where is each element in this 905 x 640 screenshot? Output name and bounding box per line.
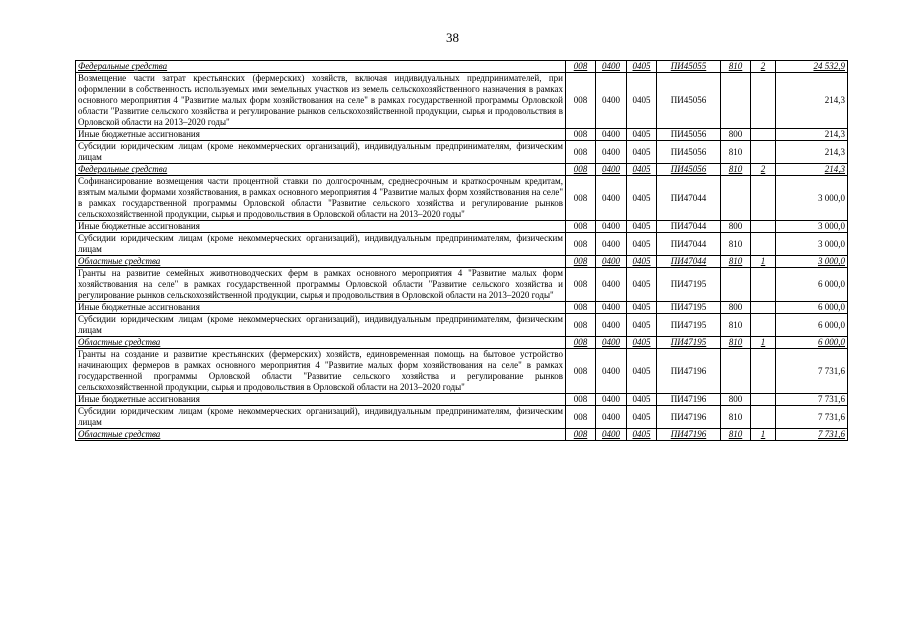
- row-description: Субсидии юридическим лицам (кроме некоммерческих организаций), индивидуальным предпринимателям, физическим лицам: [76, 314, 566, 337]
- funding-source-code: 1: [751, 337, 776, 349]
- table-row: [76, 176, 848, 221]
- target-article-code: ПИ47196: [657, 429, 721, 441]
- expense-type-code: 810: [721, 61, 751, 73]
- section-code: 0400: [596, 141, 627, 164]
- funding-source-code: [751, 221, 776, 233]
- section-code: 0400: [596, 349, 627, 394]
- section-code: 0400: [596, 394, 627, 406]
- amount: 3 000,0: [776, 233, 848, 256]
- target-article-code: ПИ47044: [657, 256, 721, 268]
- table-row: [76, 61, 848, 73]
- target-article-code: ПИ47196: [657, 406, 721, 429]
- subsection-code: 0405: [627, 314, 657, 337]
- ministry-code: 008: [566, 429, 596, 441]
- row-description: Гранты на развитие семейных животноводческих ферм в рамках основного мероприятия 4 "Развитие малых форм хозяйствования на селе" в рамках государственной программы Орловской области "Развитие сельского хозяйства и регулирование рынков сельскохозяйственной продукции, сырья и продовольствия в Орловской области на 2013–2020 годы": [76, 268, 566, 302]
- section-code: 0400: [596, 221, 627, 233]
- table-row: [76, 233, 848, 256]
- expense-type-code: [721, 73, 751, 129]
- ministry-code: 008: [566, 394, 596, 406]
- amount: 214,3: [776, 129, 848, 141]
- table-row: [76, 314, 848, 337]
- amount: 7 731,6: [776, 406, 848, 429]
- target-article-code: ПИ47044: [657, 233, 721, 256]
- row-description: Иные бюджетные ассигнования: [76, 394, 566, 406]
- subsection-code: 0405: [627, 394, 657, 406]
- table-row: [76, 337, 848, 349]
- amount: 214,3: [776, 73, 848, 129]
- funding-source-code: [751, 406, 776, 429]
- row-description: Федеральные средства: [76, 61, 566, 73]
- table-row: [76, 349, 848, 394]
- amount: 7 731,6: [776, 429, 848, 441]
- expense-type-code: 810: [721, 406, 751, 429]
- ministry-code: 008: [566, 314, 596, 337]
- amount: 214,3: [776, 164, 848, 176]
- subsection-code: 0405: [627, 256, 657, 268]
- table-row: [76, 406, 848, 429]
- target-article-code: ПИ45055: [657, 61, 721, 73]
- target-article-code: ПИ47195: [657, 314, 721, 337]
- amount: 214,3: [776, 141, 848, 164]
- subsection-code: 0405: [627, 176, 657, 221]
- ministry-code: 008: [566, 129, 596, 141]
- table-row: [76, 429, 848, 441]
- subsection-code: 0405: [627, 61, 657, 73]
- ministry-code: 008: [566, 61, 596, 73]
- expense-type-code: 810: [721, 141, 751, 164]
- amount: 6 000,0: [776, 302, 848, 314]
- ministry-code: 008: [566, 164, 596, 176]
- page-number: 38: [446, 30, 459, 45]
- table-row: [76, 129, 848, 141]
- row-description: Областные средства: [76, 256, 566, 268]
- funding-source-code: 1: [751, 256, 776, 268]
- subsection-code: 0405: [627, 129, 657, 141]
- subsection-code: 0405: [627, 406, 657, 429]
- section-code: 0400: [596, 429, 627, 441]
- funding-source-code: 2: [751, 61, 776, 73]
- section-code: 0400: [596, 314, 627, 337]
- ministry-code: 008: [566, 337, 596, 349]
- table-row: [76, 268, 848, 302]
- row-description: Областные средства: [76, 337, 566, 349]
- ministry-code: 008: [566, 302, 596, 314]
- subsection-code: 0405: [627, 141, 657, 164]
- row-description: Иные бюджетные ассигнования: [76, 221, 566, 233]
- amount: 7 731,6: [776, 394, 848, 406]
- ministry-code: 008: [566, 141, 596, 164]
- target-article-code: ПИ45056: [657, 73, 721, 129]
- expense-type-code: 800: [721, 221, 751, 233]
- target-article-code: ПИ47195: [657, 268, 721, 302]
- row-description: Субсидии юридическим лицам (кроме некоммерческих организаций), индивидуальным предпринимателям, физическим лицам: [76, 141, 566, 164]
- amount: 3 000,0: [776, 221, 848, 233]
- funding-source-code: [751, 129, 776, 141]
- ministry-code: 008: [566, 268, 596, 302]
- row-description: Софинансирование возмещения части процентной ставки по долгосрочным, среднесрочным и краткосрочным кредитам, взятым малыми формами хозяйствования, в рамках основного мероприятия 4 "Развитие малых форм хозяйствования на селе" в рамках государственной программы Орловской области "Развитие сельского хозяйства и регулирование рынков сельскохозяйственной продукции, сырья и продовольствия в Орловской области на 2013–2020 годы": [76, 176, 566, 221]
- section-code: 0400: [596, 73, 627, 129]
- expense-type-code: 800: [721, 129, 751, 141]
- expense-type-code: [721, 349, 751, 394]
- funding-source-code: [751, 314, 776, 337]
- target-article-code: ПИ45056: [657, 129, 721, 141]
- section-code: 0400: [596, 256, 627, 268]
- target-article-code: ПИ47196: [657, 349, 721, 394]
- section-code: 0400: [596, 268, 627, 302]
- subsection-code: 0405: [627, 221, 657, 233]
- ministry-code: 008: [566, 406, 596, 429]
- expense-type-code: 800: [721, 394, 751, 406]
- row-description: Областные средства: [76, 429, 566, 441]
- funding-source-code: [751, 349, 776, 394]
- row-description: Иные бюджетные ассигнования: [76, 302, 566, 314]
- ministry-code: 008: [566, 233, 596, 256]
- section-code: 0400: [596, 129, 627, 141]
- funding-source-code: [751, 268, 776, 302]
- expense-type-code: [721, 268, 751, 302]
- funding-source-code: [751, 141, 776, 164]
- subsection-code: 0405: [627, 337, 657, 349]
- amount: 6 000,0: [776, 337, 848, 349]
- table-row: [76, 394, 848, 406]
- ministry-code: 008: [566, 256, 596, 268]
- expense-type-code: [721, 176, 751, 221]
- subsection-code: 0405: [627, 164, 657, 176]
- amount: 6 000,0: [776, 268, 848, 302]
- expense-type-code: 810: [721, 256, 751, 268]
- expense-type-code: 810: [721, 429, 751, 441]
- table-row: [76, 302, 848, 314]
- target-article-code: ПИ47044: [657, 221, 721, 233]
- subsection-code: 0405: [627, 233, 657, 256]
- target-article-code: ПИ47044: [657, 176, 721, 221]
- section-code: 0400: [596, 233, 627, 256]
- ministry-code: 008: [566, 73, 596, 129]
- expense-type-code: 810: [721, 164, 751, 176]
- subsection-code: 0405: [627, 302, 657, 314]
- row-description: Гранты на создание и развитие крестьянских (фермерских) хозяйств, единовременная помощь на бытовое устройство начинающих фермеров в рамках основного мероприятия 4 "Развитие малых форм хозяйствования на селе" в рамках государственной программы Орловской области "Развитие сельского хозяйства и регулирование рынков сельскохозяйственной продукции, сырья и продовольствия в Орловской области на 2013–2020 годы": [76, 349, 566, 394]
- row-description: Возмещение части затрат крестьянских (фермерских) хозяйств, включая индивидуальных предпринимателей, при оформлении в собственность используемых ими земельных участков из земель сельскохозяйственного назначения в рамках основного мероприятия 4 "Развитие малых форм хозяйствования на селе" в рамках государственной программы Орловской области "Развитие сельского хозяйства и регулирование рынков сельскохозяйственной продукции, сырья и продовольствия в Орловской области на 2013–2020 годы": [76, 73, 566, 129]
- amount: 6 000,0: [776, 314, 848, 337]
- section-code: 0400: [596, 302, 627, 314]
- row-description: Иные бюджетные ассигнования: [76, 129, 566, 141]
- subsection-code: 0405: [627, 268, 657, 302]
- expense-type-code: 800: [721, 302, 751, 314]
- table-row: [76, 256, 848, 268]
- subsection-code: 0405: [627, 429, 657, 441]
- target-article-code: ПИ47196: [657, 394, 721, 406]
- ministry-code: 008: [566, 349, 596, 394]
- section-code: 0400: [596, 61, 627, 73]
- table-row: [76, 164, 848, 176]
- amount: 24 532,9: [776, 61, 848, 73]
- funding-source-code: [751, 302, 776, 314]
- row-description: Субсидии юридическим лицам (кроме некоммерческих организаций), индивидуальным предпринимателям, физическим лицам: [76, 406, 566, 429]
- section-code: 0400: [596, 176, 627, 221]
- target-article-code: ПИ45056: [657, 141, 721, 164]
- expense-type-code: 810: [721, 337, 751, 349]
- table-row: [76, 141, 848, 164]
- amount: 3 000,0: [776, 256, 848, 268]
- subsection-code: 0405: [627, 349, 657, 394]
- target-article-code: ПИ47195: [657, 337, 721, 349]
- section-code: 0400: [596, 406, 627, 429]
- subsection-code: 0405: [627, 73, 657, 129]
- ministry-code: 008: [566, 221, 596, 233]
- amount: 7 731,6: [776, 349, 848, 394]
- amount: 3 000,0: [776, 176, 848, 221]
- ministry-code: 008: [566, 176, 596, 221]
- funding-source-code: [751, 233, 776, 256]
- target-article-code: ПИ45056: [657, 164, 721, 176]
- budget-table: [75, 60, 848, 441]
- section-code: 0400: [596, 337, 627, 349]
- section-code: 0400: [596, 164, 627, 176]
- table-row: [76, 221, 848, 233]
- funding-source-code: [751, 73, 776, 129]
- budget-table-body: [76, 61, 848, 441]
- table-row: [76, 73, 848, 129]
- expense-type-code: 810: [721, 233, 751, 256]
- row-description: Субсидии юридическим лицам (кроме некоммерческих организаций), индивидуальным предпринимателям, физическим лицам: [76, 233, 566, 256]
- funding-source-code: 1: [751, 429, 776, 441]
- target-article-code: ПИ47195: [657, 302, 721, 314]
- funding-source-code: [751, 394, 776, 406]
- row-description: Федеральные средства: [76, 164, 566, 176]
- expense-type-code: 810: [721, 314, 751, 337]
- funding-source-code: 2: [751, 164, 776, 176]
- funding-source-code: [751, 176, 776, 221]
